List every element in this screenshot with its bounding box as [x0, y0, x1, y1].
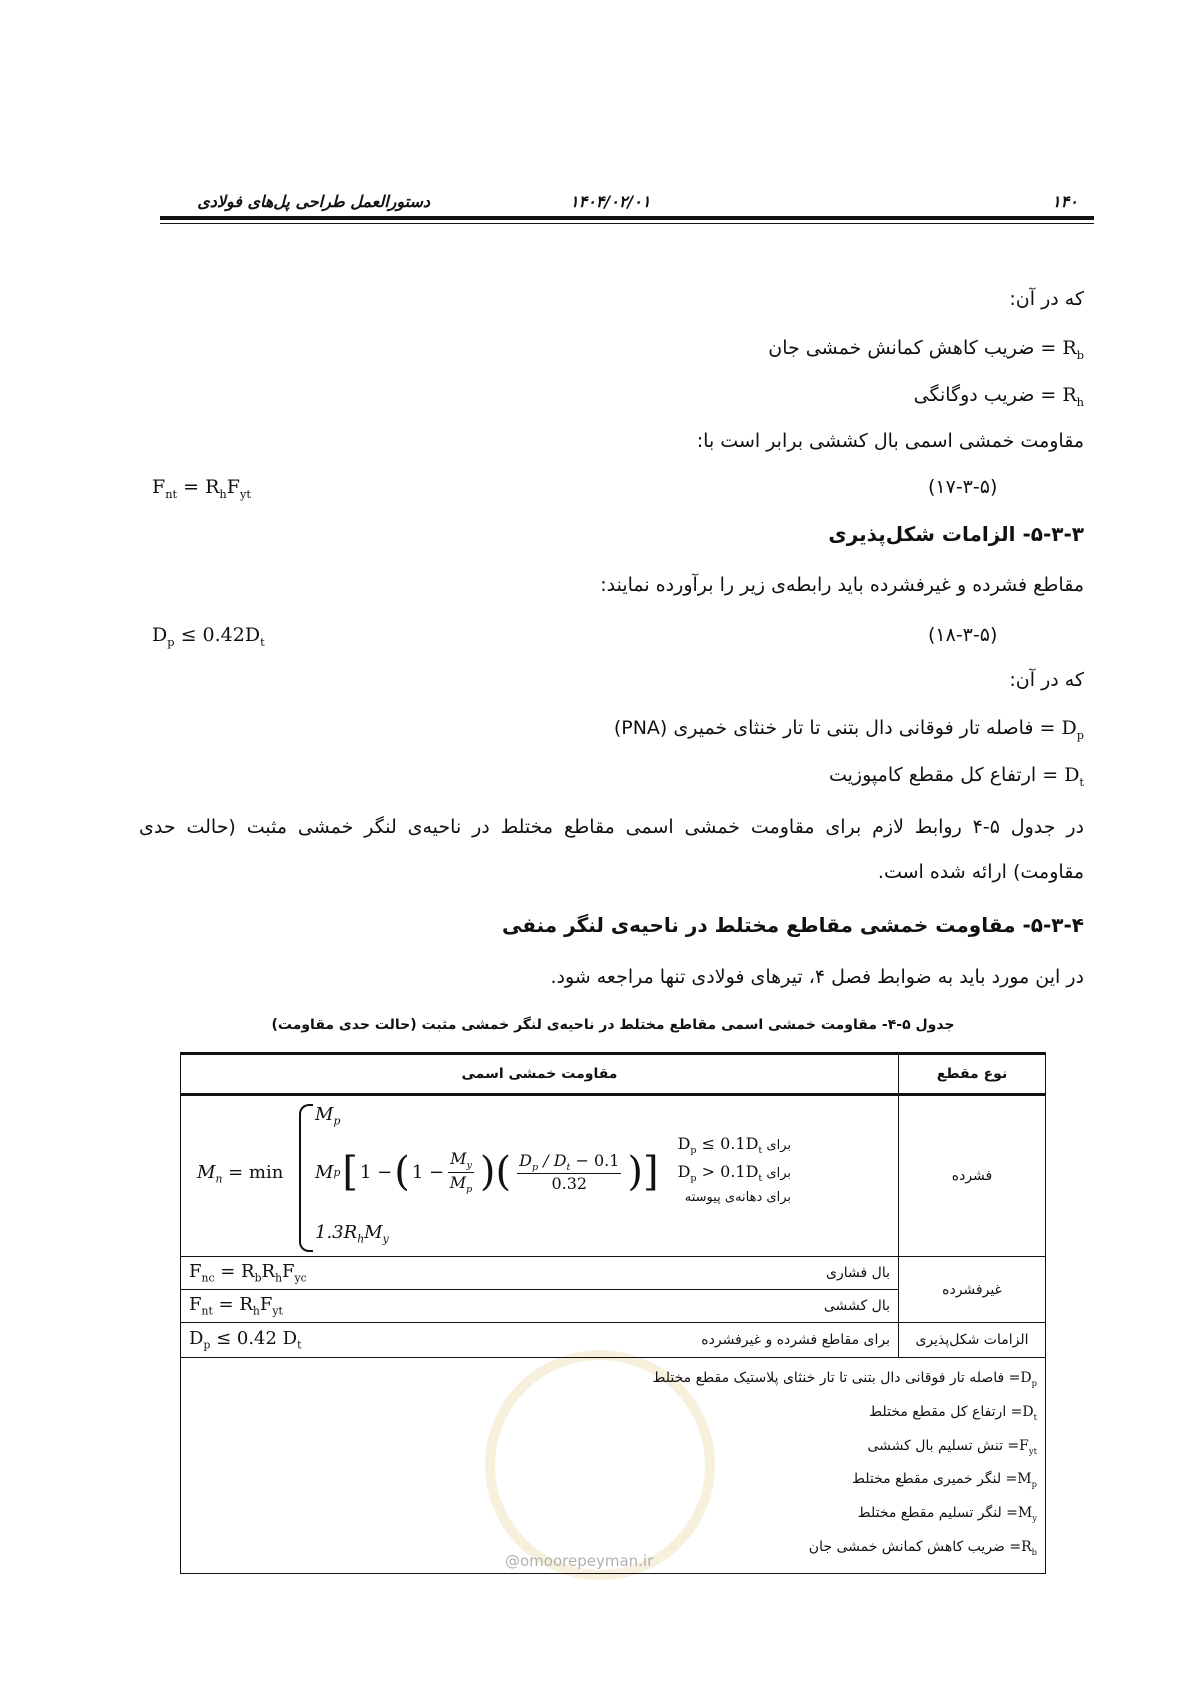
header-book-title: دستورالعمل طراحی پل‌های فولادی — [197, 192, 430, 211]
notes-row — [181, 1358, 1046, 1574]
section-4-title: ۵-۳-۴- مقاومت خمشی مقاطع مختلط در ناحیه‌ی لنگر منفی — [501, 913, 1084, 937]
note-my: $M_y=$ لنگر تسلیم مقطع مختلط — [857, 1505, 1037, 1523]
noncompact-comp-row — [181, 1257, 1046, 1290]
comp-flange-cell — [181, 1257, 899, 1290]
header-section-type: نوع مقطع — [899, 1054, 1046, 1095]
dt-symbol: $D_t$ — [1064, 764, 1084, 789]
table-reference-paragraph — [139, 805, 1084, 895]
rb-text: = ضریب کاهش کمانش خمشی جان — [768, 337, 1057, 359]
notes-cell — [181, 1358, 1046, 1574]
equation-17-number: (۱۷-۳-۵) — [928, 476, 998, 498]
rh-symbol: $R_h$ — [1062, 384, 1084, 409]
tens-flange-label: بال کششی — [823, 1298, 890, 1314]
note-dt: $D_t=$ ارتفاع کل مقطع مختلط — [869, 1403, 1037, 1422]
noncompact-label: غیرفشرده — [899, 1257, 1046, 1323]
header-rule-thin — [160, 223, 1094, 224]
note-mp: $M_p=$ لنگر خمیری مقطع مختلط — [851, 1471, 1037, 1490]
dp-symbol: $D_p$ — [1061, 717, 1084, 742]
strength-table — [180, 1052, 1046, 1574]
section-4-text: در این مورد باید به ضوابط فصل ۴، تیرهای فولادی تنها مراجعه شود. — [550, 966, 1084, 988]
comp-flange-label: بال فشاری — [826, 1265, 890, 1281]
paragraph-line-1: در جدول ۵-۴ روابط لازم برای مقاومت خمشی اسمی مقاطع مختلط در ناحیه‌ی لنگر خمشی مثبت (حالت حدی — [139, 816, 1084, 838]
compact-label: فشرده — [899, 1095, 1046, 1257]
ductility-cell — [181, 1323, 899, 1358]
comp-flange-eq: $F_{nc} = R_bR_hF_{yc}$ — [189, 1261, 307, 1285]
table-header-row — [181, 1054, 1046, 1095]
rb-definition — [768, 333, 1084, 364]
ductility-eq: $D_p \le 0.42$ $D_t$ — [189, 1328, 302, 1352]
compact-row — [181, 1095, 1046, 1257]
table-caption: جدول ۵-۴- مقاومت خمشی اسمی مقاطع مختلط در ناحیه‌ی لنگر خمشی مثبت (حالت حدی مقاومت) — [271, 1017, 955, 1033]
case-1: $M_p$ — [315, 1104, 341, 1128]
section-3-text: مقاطع فشرده و غیرفشرده باید رابطه‌ی زیر را برآورده نمایند: — [600, 574, 1084, 596]
equation-18: $D_p \le 0.42D_t$ — [152, 624, 265, 649]
condition-1: برای $D_p \le 0.1D_t$ — [677, 1134, 791, 1157]
equation-18-number: (۱۸-۳-۵) — [928, 624, 998, 646]
note-rb: $R_b=$ ضریب کاهش کمانش خمشی جان — [808, 1538, 1037, 1557]
dt-text: = ارتفاع کل مقطع کامپوزیت — [828, 764, 1059, 786]
section-3-title: ۵-۳-۳- الزامات شکل‌پذیری — [828, 522, 1084, 546]
header-strength: مقاومت خمشی اسمی — [181, 1054, 899, 1095]
tension-flange-text: مقاومت خمشی اسمی بال کششی برابر است با: — [696, 430, 1084, 452]
rb-symbol: $R_b$ — [1062, 337, 1084, 362]
case-3: $1.3R_hM_y$ — [315, 1222, 389, 1246]
condition-3: برای دهانه‌ی پیوسته — [684, 1190, 791, 1205]
where-label-2: که در آن: — [1009, 669, 1084, 691]
tens-flange-cell — [181, 1290, 899, 1323]
header-date: ۱۴۰۴/۰۲/۰۱ — [570, 192, 651, 211]
case-2: M p [ 1 − ( 1 − $\frac{M_y}{M_p}$ )( $D_p / D_t - 0.1$ 0.32 )] — [315, 1149, 659, 1195]
tens-flange-eq: $F_{nt} = R_hF_{yt}$ — [189, 1294, 283, 1318]
cases-brace — [299, 1104, 313, 1252]
note-fyt: $F_{yt}=$ تنش تسلیم بال کششی — [867, 1437, 1037, 1456]
note-dp: $D_p=$ فاصله تار فوقانی دال بتنی تا تار خنثای پلاستیک مقطع مختلط — [652, 1370, 1037, 1388]
dp-definition — [614, 713, 1084, 744]
watermark-site: @omoorepeyman.ir — [505, 1552, 654, 1570]
rh-text: = ضریب دوگانگی — [913, 384, 1057, 406]
ductility-label: الزامات شکل‌پذیری — [899, 1323, 1046, 1358]
ductility-desc: برای مقاطع فشرده و غیرفشرده — [701, 1332, 890, 1348]
rh-definition — [914, 380, 1084, 411]
where-label-1: که در آن: — [1009, 288, 1084, 310]
header-rule-thick — [160, 216, 1094, 220]
mn-label: $M_n = \min$ — [197, 1162, 284, 1186]
ductility-row — [181, 1323, 1046, 1358]
dt-definition — [829, 760, 1084, 791]
equation-17: $F_{nt} = R_hF_{yt}$ — [152, 476, 251, 501]
dp-text: = فاصله تار فوقانی دال بتنی تا تار خنثای خمیری (PNA) — [613, 717, 1056, 739]
compact-formula-cell — [181, 1095, 899, 1257]
paragraph-line-2: مقاومت) ارائه شده است. — [877, 861, 1084, 883]
page-number: ۱۴۰ — [1052, 192, 1078, 211]
condition-2: برای $D_p > 0.1D_t$ — [677, 1162, 791, 1185]
